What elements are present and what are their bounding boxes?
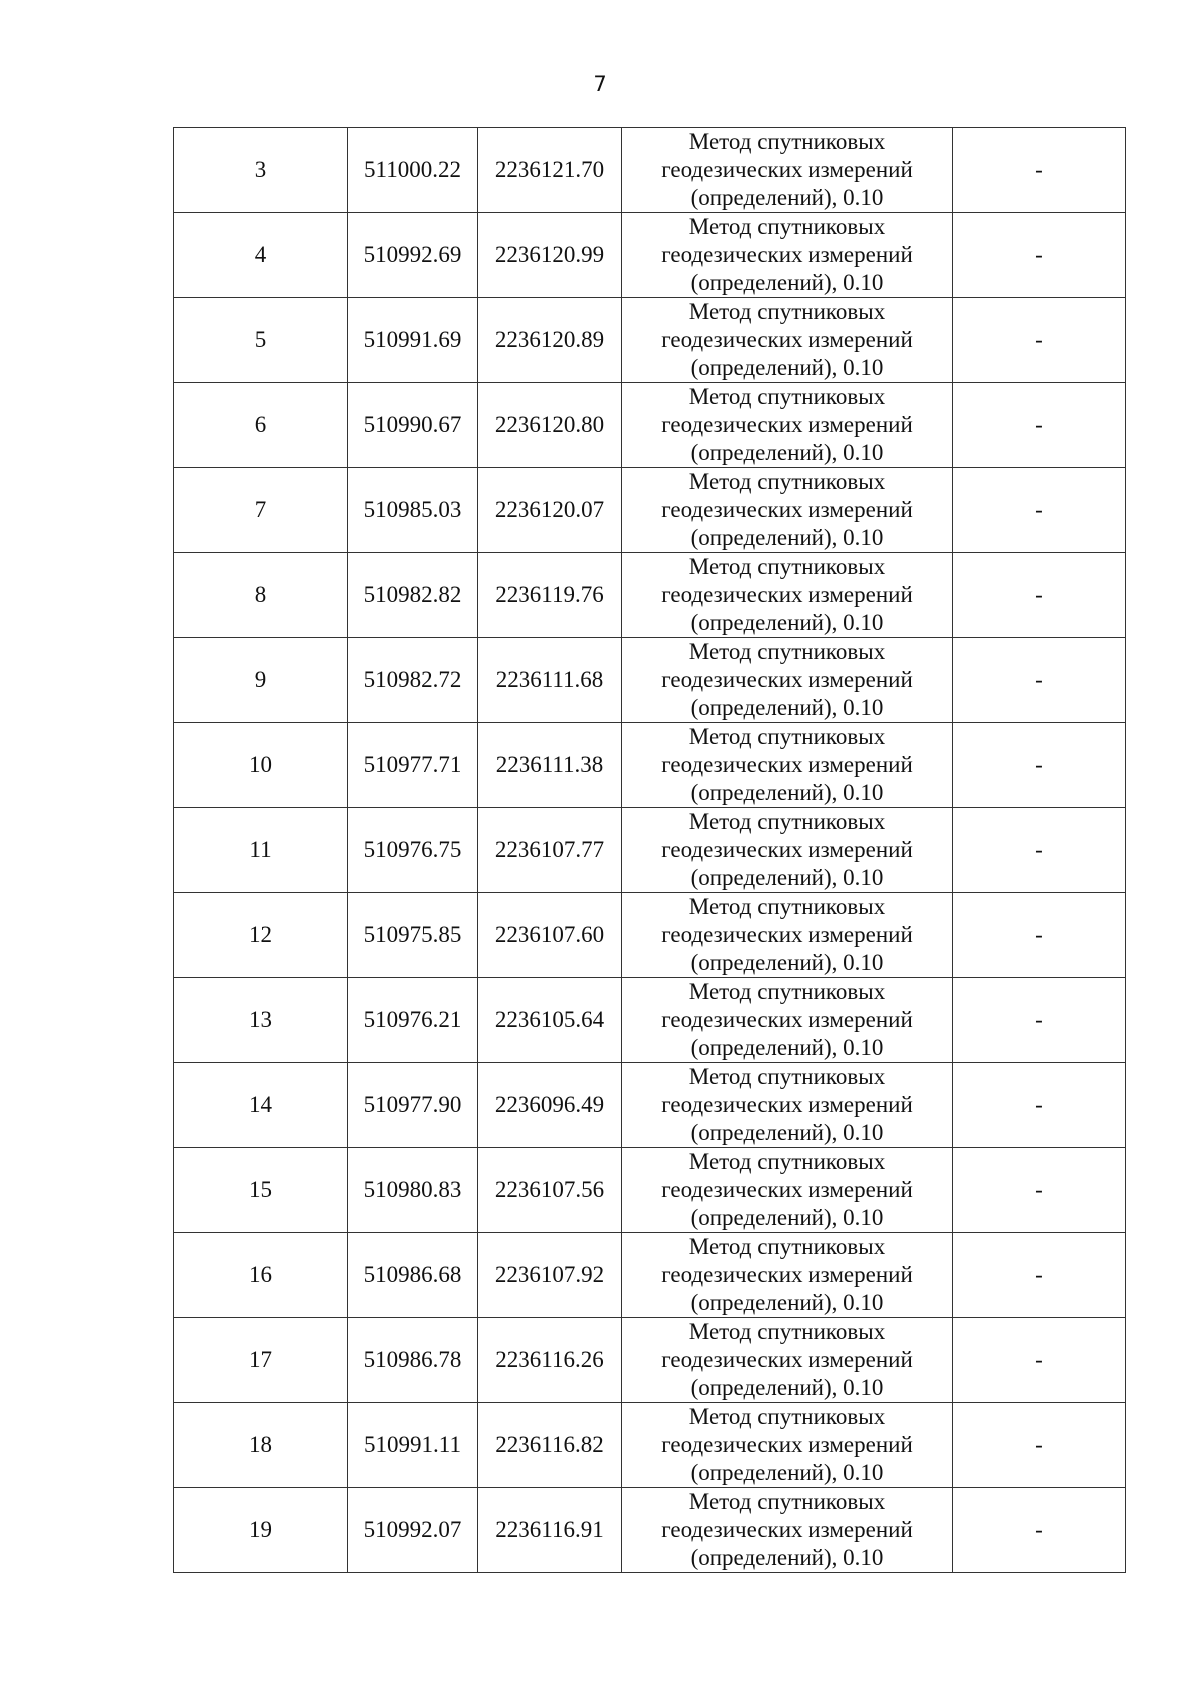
point-number-cell: 12	[174, 893, 348, 978]
page-number: 7	[593, 72, 607, 96]
x-coordinate-cell: 510976.75	[348, 808, 478, 893]
method-line: (определений), 0.10	[690, 1545, 884, 1570]
method-line: Метод спутниковых	[688, 1064, 886, 1089]
point-number-cell: 7	[174, 468, 348, 553]
point-number-cell: 14	[174, 1063, 348, 1148]
y-coordinate-cell: 2236120.89	[478, 298, 622, 383]
point-number-cell: 9	[174, 638, 348, 723]
point-number-cell: 13	[174, 978, 348, 1063]
table-row	[174, 1063, 1126, 1148]
method-line: геодезических измерений	[661, 1347, 913, 1372]
note-cell: -	[953, 1063, 1126, 1148]
method-cell	[622, 723, 953, 808]
method-line: геодезических измерений	[661, 922, 913, 947]
note-cell: -	[953, 1233, 1126, 1318]
y-coordinate-cell: 2236120.80	[478, 383, 622, 468]
method-line: (определений), 0.10	[690, 1460, 884, 1485]
table-row	[174, 723, 1126, 808]
x-coordinate-cell: 510992.07	[348, 1488, 478, 1573]
y-coordinate-cell: 2236120.99	[478, 213, 622, 298]
method-line: геодезических измерений	[661, 157, 913, 182]
method-cell	[622, 553, 953, 638]
x-coordinate-cell: 510977.71	[348, 723, 478, 808]
note-cell: -	[953, 1403, 1126, 1488]
note-cell: -	[953, 383, 1126, 468]
table-row	[174, 468, 1126, 553]
method-line: (определений), 0.10	[690, 950, 884, 975]
method-line: Метод спутниковых	[688, 809, 886, 834]
method-line: Метод спутниковых	[688, 894, 886, 919]
method-line: (определений), 0.10	[690, 525, 884, 550]
method-line: (определений), 0.10	[690, 865, 884, 890]
point-number-cell: 10	[174, 723, 348, 808]
method-line: геодезических измерений	[661, 412, 913, 437]
method-line: (определений), 0.10	[690, 185, 884, 210]
method-cell	[622, 1403, 953, 1488]
table-row	[174, 893, 1126, 978]
table-row	[174, 298, 1126, 383]
table-row	[174, 1233, 1126, 1318]
y-coordinate-cell: 2236111.38	[478, 723, 622, 808]
note-cell: -	[953, 553, 1126, 638]
note-cell: -	[953, 468, 1126, 553]
method-line: геодезических измерений	[661, 1177, 913, 1202]
method-line: Метод спутниковых	[688, 724, 886, 749]
method-line: Метод спутниковых	[688, 384, 886, 409]
x-coordinate-cell: 510975.85	[348, 893, 478, 978]
point-number-cell: 15	[174, 1148, 348, 1233]
point-number-cell: 4	[174, 213, 348, 298]
method-line: (определений), 0.10	[690, 1290, 884, 1315]
method-cell	[622, 1148, 953, 1233]
note-cell: -	[953, 1318, 1126, 1403]
method-line: Метод спутниковых	[688, 1149, 886, 1174]
method-cell	[622, 893, 953, 978]
coordinates-table	[173, 127, 1126, 1573]
method-line: Метод спутниковых	[688, 469, 886, 494]
y-coordinate-cell: 2236111.68	[478, 638, 622, 723]
note-cell: -	[953, 893, 1126, 978]
method-line: (определений), 0.10	[690, 270, 884, 295]
method-cell	[622, 128, 953, 213]
method-cell	[622, 1063, 953, 1148]
table-row	[174, 213, 1126, 298]
point-number-cell: 6	[174, 383, 348, 468]
note-cell: -	[953, 723, 1126, 808]
point-number-cell: 5	[174, 298, 348, 383]
note-cell: -	[953, 128, 1126, 213]
point-number-cell: 18	[174, 1403, 348, 1488]
x-coordinate-cell: 510985.03	[348, 468, 478, 553]
table-row	[174, 128, 1126, 213]
y-coordinate-cell: 2236107.56	[478, 1148, 622, 1233]
table-row	[174, 1148, 1126, 1233]
method-cell	[622, 808, 953, 893]
x-coordinate-cell: 510977.90	[348, 1063, 478, 1148]
method-line: геодезических измерений	[661, 752, 913, 777]
method-line: (определений), 0.10	[690, 355, 884, 380]
x-coordinate-cell: 510980.83	[348, 1148, 478, 1233]
note-cell: -	[953, 978, 1126, 1063]
table-row	[174, 1488, 1126, 1573]
y-coordinate-cell: 2236116.91	[478, 1488, 622, 1573]
table-row	[174, 638, 1126, 723]
note-cell: -	[953, 808, 1126, 893]
method-line: геодезических измерений	[661, 582, 913, 607]
method-cell	[622, 298, 953, 383]
x-coordinate-cell: 510982.82	[348, 553, 478, 638]
y-coordinate-cell: 2236120.07	[478, 468, 622, 553]
x-coordinate-cell: 510986.78	[348, 1318, 478, 1403]
x-coordinate-cell: 510986.68	[348, 1233, 478, 1318]
method-cell	[622, 383, 953, 468]
method-line: Метод спутниковых	[688, 639, 886, 664]
table-row	[174, 553, 1126, 638]
note-cell: -	[953, 638, 1126, 723]
point-number-cell: 11	[174, 808, 348, 893]
x-coordinate-cell: 510992.69	[348, 213, 478, 298]
x-coordinate-cell: 511000.22	[348, 128, 478, 213]
method-line: геодезических измерений	[661, 1262, 913, 1287]
method-line: Метод спутниковых	[688, 1319, 886, 1344]
method-cell	[622, 978, 953, 1063]
method-line: геодезических измерений	[661, 1092, 913, 1117]
method-cell	[622, 468, 953, 553]
table-row	[174, 1403, 1126, 1488]
x-coordinate-cell: 510982.72	[348, 638, 478, 723]
y-coordinate-cell: 2236107.60	[478, 893, 622, 978]
y-coordinate-cell: 2236116.26	[478, 1318, 622, 1403]
method-line: Метод спутниковых	[688, 129, 886, 154]
x-coordinate-cell: 510991.11	[348, 1403, 478, 1488]
method-line: (определений), 0.10	[690, 695, 884, 720]
method-cell	[622, 213, 953, 298]
point-number-cell: 8	[174, 553, 348, 638]
y-coordinate-cell: 2236096.49	[478, 1063, 622, 1148]
method-line: (определений), 0.10	[690, 1375, 884, 1400]
y-coordinate-cell: 2236107.92	[478, 1233, 622, 1318]
method-line: (определений), 0.10	[690, 610, 884, 635]
method-line: (определений), 0.10	[690, 440, 884, 465]
y-coordinate-cell: 2236105.64	[478, 978, 622, 1063]
method-cell	[622, 1488, 953, 1573]
table-row	[174, 1318, 1126, 1403]
method-line: геодезических измерений	[661, 242, 913, 267]
y-coordinate-cell: 2236116.82	[478, 1403, 622, 1488]
table-row	[174, 978, 1126, 1063]
method-line: Метод спутниковых	[688, 1234, 886, 1259]
note-cell: -	[953, 213, 1126, 298]
method-line: Метод спутниковых	[688, 554, 886, 579]
y-coordinate-cell: 2236107.77	[478, 808, 622, 893]
method-line: Метод спутниковых	[688, 979, 886, 1004]
method-line: геодезических измерений	[661, 837, 913, 862]
method-line: геодезических измерений	[661, 667, 913, 692]
note-cell: -	[953, 1488, 1126, 1573]
method-cell	[622, 1318, 953, 1403]
method-line: геодезических измерений	[661, 1432, 913, 1457]
note-cell: -	[953, 1148, 1126, 1233]
point-number-cell: 19	[174, 1488, 348, 1573]
method-line: геодезических измерений	[661, 497, 913, 522]
method-line: (определений), 0.10	[690, 1035, 884, 1060]
method-line: геодезических измерений	[661, 327, 913, 352]
method-line: (определений), 0.10	[690, 780, 884, 805]
method-line: Метод спутниковых	[688, 1404, 886, 1429]
y-coordinate-cell: 2236119.76	[478, 553, 622, 638]
point-number-cell: 16	[174, 1233, 348, 1318]
method-line: (определений), 0.10	[690, 1120, 884, 1145]
note-cell: -	[953, 298, 1126, 383]
point-number-cell: 17	[174, 1318, 348, 1403]
table-row	[174, 383, 1126, 468]
method-line: (определений), 0.10	[690, 1205, 884, 1230]
method-cell	[622, 1233, 953, 1318]
method-line: Метод спутниковых	[688, 299, 886, 324]
method-cell	[622, 638, 953, 723]
method-line: Метод спутниковых	[688, 1489, 886, 1514]
x-coordinate-cell: 510990.67	[348, 383, 478, 468]
method-line: Метод спутниковых	[688, 214, 886, 239]
y-coordinate-cell: 2236121.70	[478, 128, 622, 213]
coordinates-table-body	[174, 128, 1126, 1573]
method-line: геодезических измерений	[661, 1517, 913, 1542]
x-coordinate-cell: 510976.21	[348, 978, 478, 1063]
method-line: геодезических измерений	[661, 1007, 913, 1032]
point-number-cell: 3	[174, 128, 348, 213]
x-coordinate-cell: 510991.69	[348, 298, 478, 383]
table-row	[174, 808, 1126, 893]
